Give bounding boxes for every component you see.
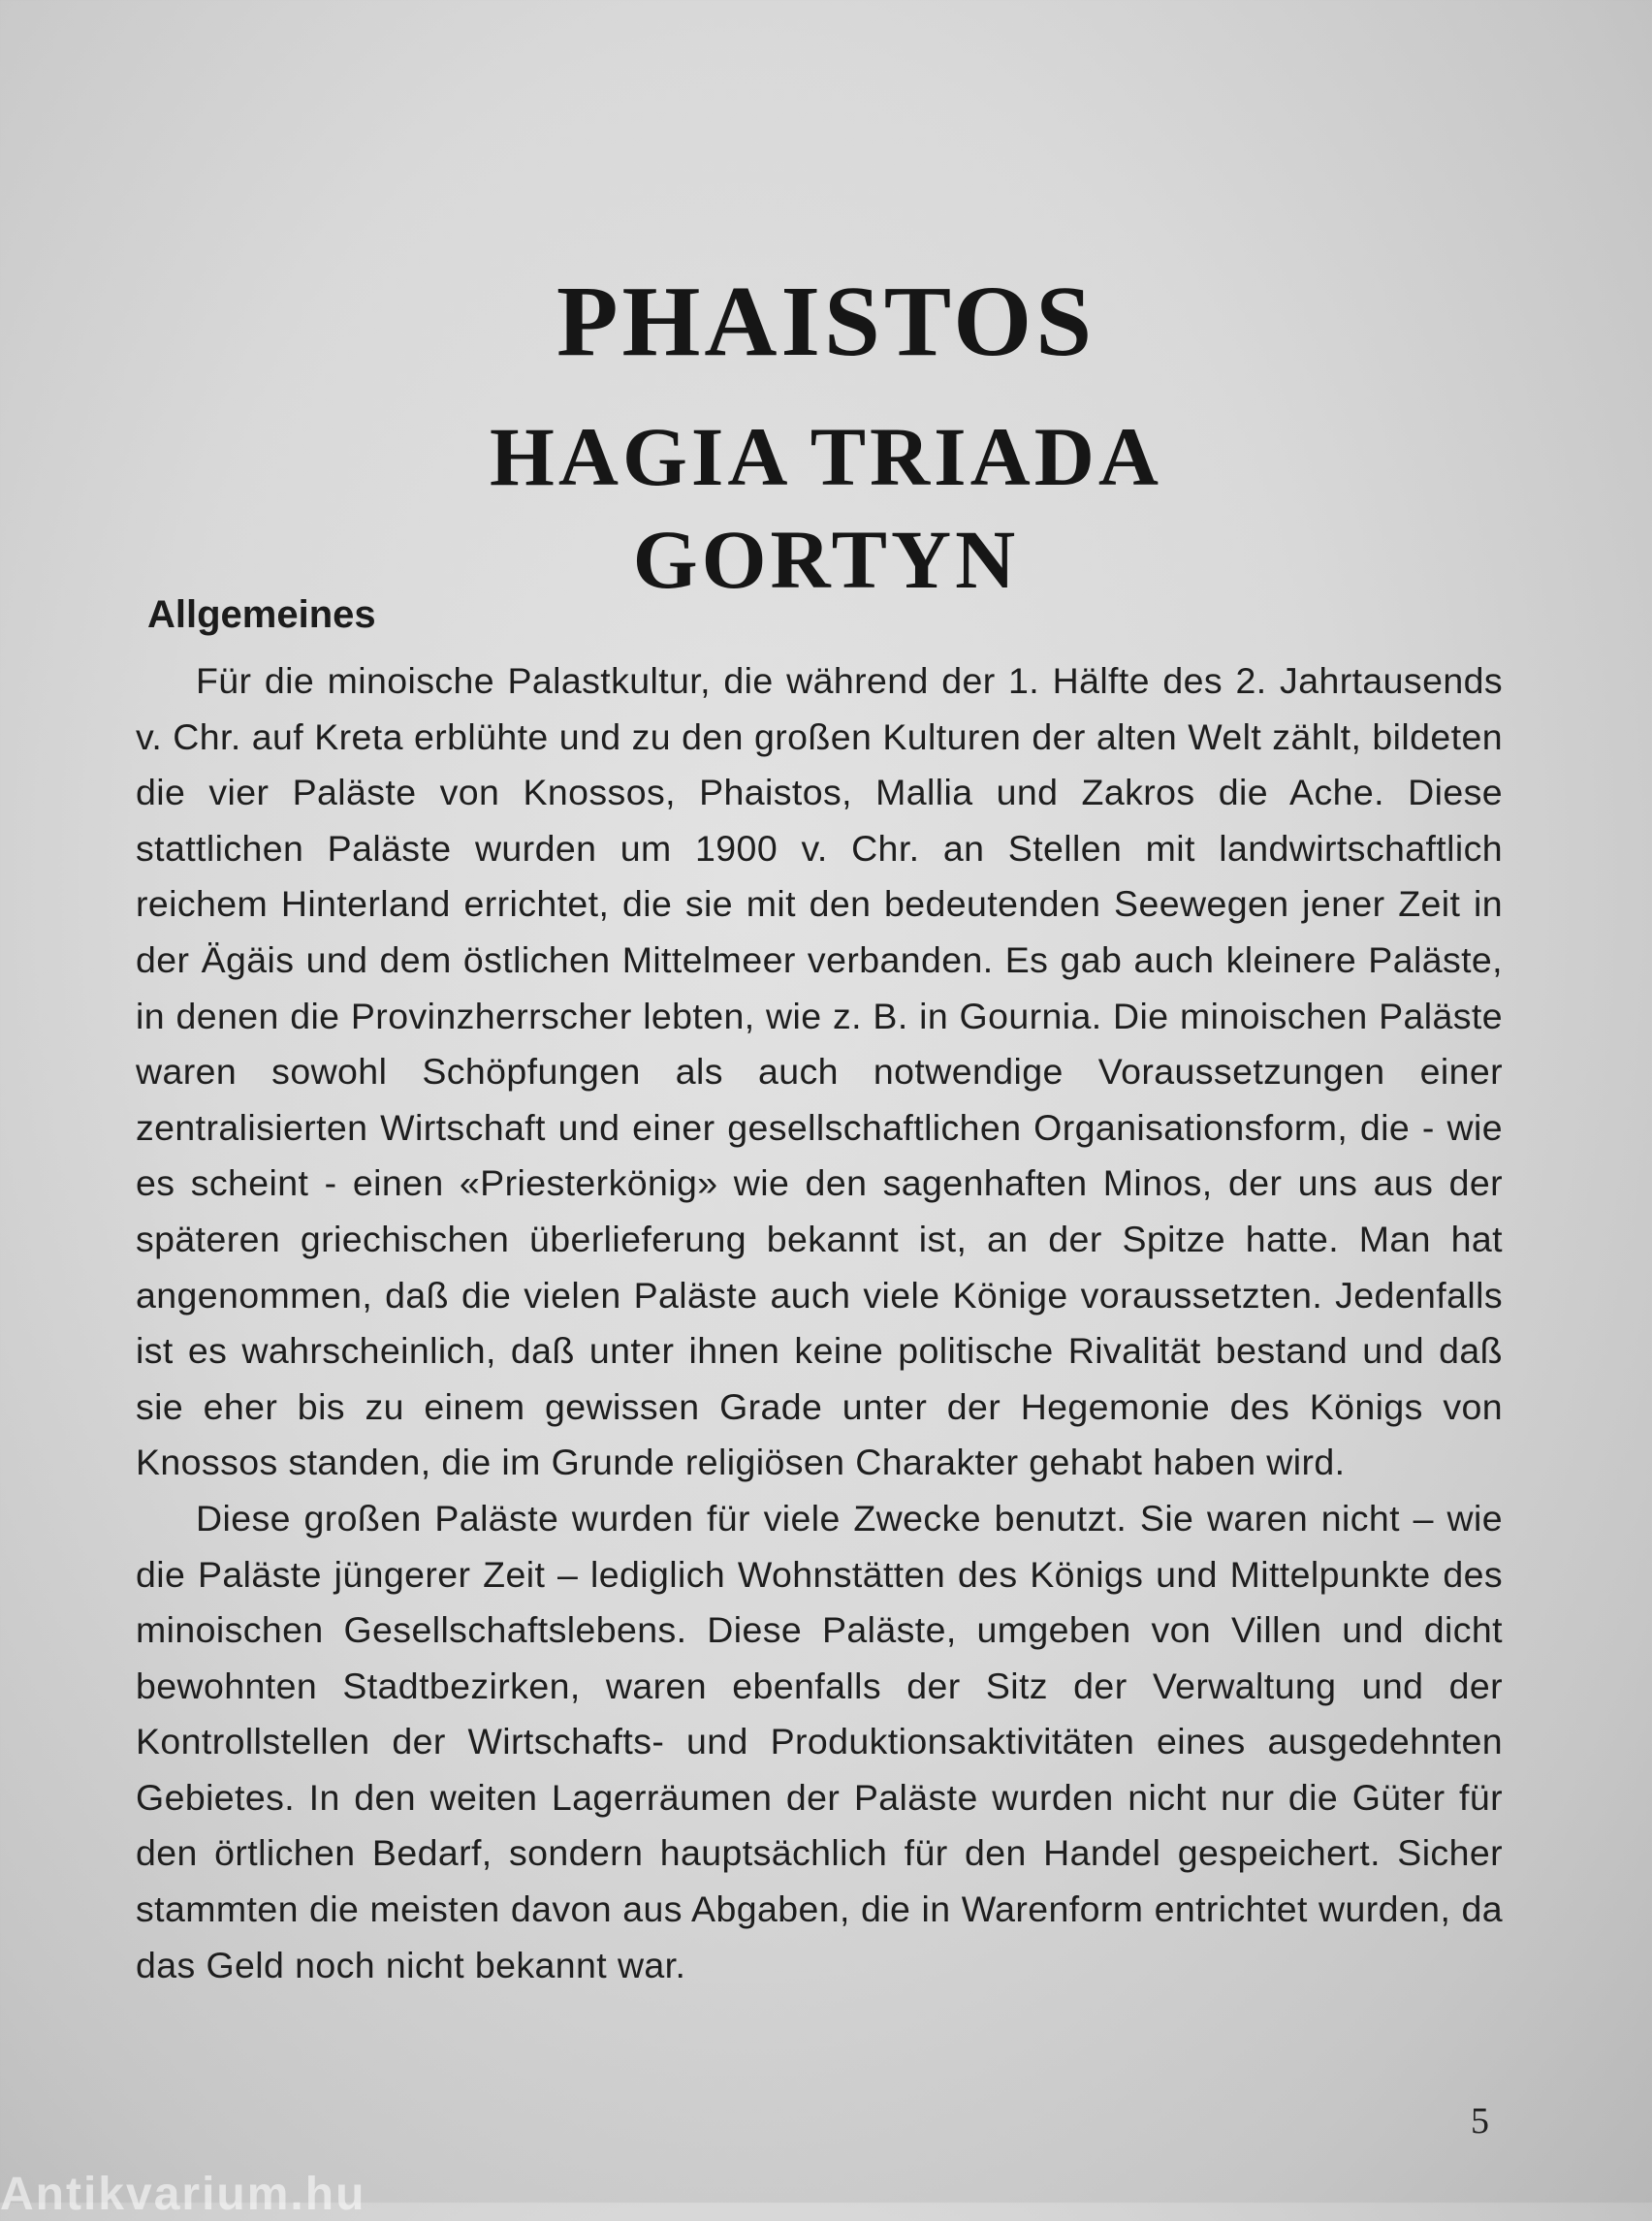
paragraph-1: Für die minoische Palastkultur, die während der 1. Hälfte des 2. Jahrtausends v. Chr. auf Kreta erblühte und zu den großen Kulturen der alten Welt zählt, bildeten die vier Paläste von Knossos, Phaistos, Mallia und Zakros die Ache. Diese stattlichen Paläste wurden um 1900 v. Chr. an Stellen mit landwirtschaftlich reichem Hinterland errichtet, die sie mit den bedeutenden Seewegen jener Zeit in der Ägäis und dem östlichen Mittelmeer verbanden. Es gab auch kleinere Paläste, in denen die Provinzherrscher lebten, wie z. B. in Gournia. Die minoischen Paläste waren sowohl Schöpfungen als auch notwendige Voraussetzungen einer zentralisierten Wirtschaft und einer gesellschaftlichen Organisationsform, die - wie es scheint - einen «Priesterkönig» wie den sagenhaften Minos, der uns aus der späteren griechischen überlieferung bekannt ist, an der Spitze hatte. Man hat angenommen, daß die vielen Paläste auch viele Könige voraussetzten. Jedenfalls ist es wahrscheinlich, daß unter ihnen keine politische Rivalität bestand und daß sie eher bis zu einem gewissen Grade unter der Hegemonie des Königs von Knossos standen, die im Grunde religiösen Charakter gehabt haben wird. <box>136 660 1503 1483</box>
title-phaistos: PHAISTOS <box>556 266 1096 377</box>
section-heading: Allgemeines <box>147 593 376 636</box>
paragraph-2: Diese großen Paläste wurden für viele Zwecke benutzt. Sie waren nicht – wie die Paläste jüngerer Zeit – lediglich Wohnstätten des Königs und Mittelpunkte des minoischen Gesellschaftslebens. Diese Paläste, umgeben von Villen und dicht bewohnten Stadtbezirken, waren ebenfalls der Sitz der Verwaltung und der Kontrollstellen der Wirtschafts- und Produktionsaktivitäten eines ausgedehnten Gebietes. In den weiten Lagerräumen der Paläste wurden nicht nur die Güter für den örtlichen Bedarf, sondern hauptsächlich für den Handel gespeichert. Sicher stammten die meisten davon aus Abgaben, die in Warenform entrichtet wurden, da das Geld noch nicht bekannt war. <box>136 1497 1503 1985</box>
watermark: Antikvarium.hu <box>0 2169 366 2220</box>
title-hagia-triada: HAGIA TRIADA <box>490 410 1162 503</box>
page-number: 5 <box>1471 2101 1489 2142</box>
title-gortyn: GORTYN <box>632 513 1020 606</box>
body-text <box>136 653 1503 1993</box>
title-block <box>0 266 1652 606</box>
